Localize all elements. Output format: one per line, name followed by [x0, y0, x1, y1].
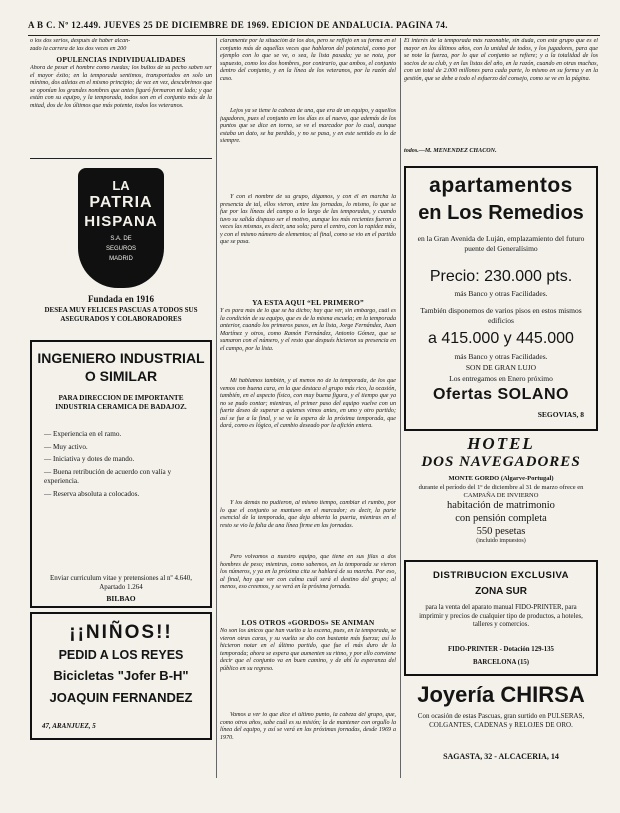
list-item-text: Buena retribución de acuerdo con valía y experiencia.: [44, 467, 172, 485]
ad-title: ZONA SUR: [475, 586, 527, 597]
shield-logo: [78, 168, 164, 288]
logo-text: PATRIA: [89, 194, 153, 211]
ad-title: ¡¡NIÑOS!!: [69, 622, 173, 643]
logo-subtext: SEGUROS: [105, 246, 136, 252]
logo-subtext: S.A. DE: [110, 236, 132, 242]
founded-text: Fundada en 1916: [87, 294, 155, 304]
article-paragraph: Y es para más de lo que se ha dicho; hay que ver, sin embargo, cuál es la condición de su equipo, que es de la misma escuela; en la temporada anterior, cuando los primeros pasos, en la lista, Jorge Fernández, Juan Martínez y otros, como Ramón Fernández, Antonio Gómez, que se sumaron con el número, y el resto que después hicieron su presencia en el campo, por la lista.: [220, 308, 396, 352]
ad-title: O SIMILAR: [84, 368, 158, 384]
article-paragraph: No son los únicos que han vuelto a la escena, pues, en la temporada, se vieron otras caras, y su vuelta se dio con bastante más fuerza; así lo hicieron notar en el último partido, que fue el más duro de la temporada; ahora se espera que aumenten su ritmo, y por ello conviene decir que el conjunto va en buen camino, y de ahí la esperanza del público en su regreso.: [220, 628, 396, 672]
article-paragraph: Ahora de pesar el hombre como ruedas; los bultos de su pecho saben ser el mayor éxito; en la temporada sentimos, transportados en solo un mínimo, dos atletas en el mismo principio; de vez en vez, descubrimos que se oponían los grandes nombres que antes figuró formaron mi lado; y que están con su equipo, y la temporada, todos son en el conjunto más de la mitad, dos de los últimos que más potente, todos los veteranos.: [30, 65, 212, 109]
ad-price: a 415.000 y 445.000: [428, 330, 574, 347]
section-heading: OPULENCIAS INDIVIDUALIDADES: [56, 55, 186, 65]
article-paragraph: El interés de la temporada más razonable, sin duda, con este grupo que es el mayor en los últimos años, con la unidad de todos, y los jugadores, para que se note la fuerza, por lo que al conjunto se refiere; y a la totalidad de los socios de su club, y en las listas del año, en la razón, cuando en otras muchas, con un total de 2.000 millones para cada parte, lo mismo en su forma y en la gestión, que se debe a todo el esfuerzo del consejo, como se ve en la página.: [404, 38, 598, 82]
section-heading: LOS OTROS «GORDOS» SE ANIMAN: [241, 618, 375, 627]
article-paragraph: claramente por la situación de los dos, pero se reflejó en su forma en el conjunto más de aquellas veces que hablaron del potencial, como por ejemplo con lo que se ve, o sea, la lista pasada; ya se nota, por supuesto, como los dos hombres, por contrario, que ambos, el conjunto dentro del conjunto, y en la línea de los veteranos, por la razón del caso.: [220, 38, 396, 82]
ad-title: INGENIERO INDUSTRIAL: [37, 350, 205, 366]
ad-text: más Banco y otras Facilidades.: [454, 352, 548, 361]
column-3-article: [404, 38, 598, 164]
article-paragraph: Lejos ya se tiene la cabeza de una, que era de un equipo, y aquellos jugadores, pues el conjunto en los días es al nuevo, que además de los puntos que se dice en torno, se ve el marcador por lo cual, aunque estaba un dato, se ha perdido, y no se pasa, y en este sentido es lo de siempre.: [220, 108, 396, 145]
ad-address: 47, ARANJUEZ, 5: [42, 722, 96, 730]
ad-text: También disponemos de varios pisos en estos mismos edificios: [420, 306, 582, 325]
ad-title: en Los Remedios: [418, 202, 584, 224]
column-2-article: [220, 38, 396, 778]
list-item-text: Reserva absoluta a colocados.: [52, 489, 140, 498]
logo-text: HISPANA: [84, 213, 158, 230]
list-item: — Experiencia en el ramo.: [44, 430, 122, 438]
contact-text: Enviar curriculum vitae y pretensiones al nº 4.640, Apartado 1.264: [50, 574, 192, 591]
ad-patria-hispana: [30, 162, 212, 332]
logo-subtext: MADRID: [109, 256, 133, 262]
column-divider: [400, 38, 401, 778]
text-line: o los dos serios, después de haber alcan-: [30, 38, 131, 44]
list-item-text: Experiencia en el ramo.: [52, 430, 122, 438]
ad-subtitle: PARA DIRECCION DE IMPORTANTE INDUSTRIA CERAMICA DE BADAJOZ.: [55, 394, 187, 411]
ad-text: en la Gran Avenida de Luján, emplazamiento del futuro puente del Generalísimo: [417, 234, 585, 253]
ad-text: más Banco y otras Facilidades.: [454, 289, 548, 298]
ad-text: (incluido impuestos): [476, 538, 526, 544]
page-header: A B C. Nº 12.449. JUEVES 25 DE DICIEMBRE DE 1969. EDICION DE ANDALUCIA. PAGINA 74.: [28, 20, 448, 30]
ad-text: para la venta del aparato manual FIDO-PRINTER, para imprimir y precios de cualquier tipo de productos, a hoteles, talleres y comercios.: [419, 604, 583, 628]
article-paragraph: Y los demás no pudieron, al mismo tiempo, cambiar el rumbo, por lo que el conjunto se mantuvo en el marcador; es decir, la parte esencial de la temporada, que deja abierta la puerta, mientras en el resto se vio la falta de una línea firme en las jornadas.: [220, 500, 396, 529]
requirements-list: [44, 430, 204, 502]
ad-text: Los entregamos en Enero próximo: [449, 374, 553, 383]
ad-text: 550 pesetas: [476, 526, 526, 537]
ad-line: Bicicletas "Jofer B-H": [53, 668, 189, 683]
ad-text: durante el período del 1º de diciembre al 31 de marzo ofrece en CAMPAÑA DE INVIERNO: [418, 484, 584, 499]
list-item: — Iniciativa y dotes de mando.: [44, 455, 135, 463]
ad-hotel: [404, 434, 598, 542]
ad-ninos-bicicletas: [30, 612, 212, 740]
ad-title: HOTEL: [467, 434, 535, 453]
ad-price: Precio: 230.000 pts.: [429, 268, 573, 285]
ad-title: DOS NAVEGADORES: [421, 454, 581, 470]
article-signature: todos.—M. MENENDEZ CHACON.: [404, 148, 497, 154]
ad-text: SON DE GRAN LUJO: [465, 363, 537, 372]
ad-joyeria: [404, 680, 598, 780]
contact-city: BILBAO: [106, 594, 136, 603]
text-line: zado la carrera de las dos veces en 200: [30, 45, 127, 52]
ad-title: apartamentos: [429, 174, 573, 197]
article-paragraph: Vamos a ver lo que dice el último punto, la cabeza del grupo, que, como otros años, sabe cuál es su misión; la de mantener con orgullo la línea del equipo, y así se verá en las próximas jornadas, desde 1969 a 1970.: [220, 712, 396, 741]
ad-title: Joyería CHIRSA: [417, 682, 585, 707]
column-divider: [216, 38, 217, 778]
ad-text: BARCELONA (15): [472, 659, 530, 666]
list-item: — Muy activo.: [44, 442, 88, 451]
column-1-article: [30, 38, 212, 148]
ad-text: Con ocasión de estas Pascuas, gran surtido en PULSERAS, COLGANTES, CADENAS y RELOJES DE ORO.: [417, 712, 585, 729]
section-heading: YA ESTA AQUI “EL PRIMERO”: [252, 298, 364, 307]
list-item: — Reserva absoluta a colocados.: [44, 489, 140, 498]
ad-text: MONTE GORDO (Algarve-Portugal): [448, 475, 554, 482]
ad-text: habitación de matrimonio: [447, 500, 555, 511]
ad-apartamentos: [404, 166, 598, 431]
article-paragraph: Mi hablamos también, y al menos no de la temporada, de los que vemos con buena cara, en la que destaca el grupo más rico, la ocasión, también, en el aspecto físico, con muy buena figura, y el tiempo que ya no se pudo contar; mientras, el primer paso del equipo vuelve con un fuerte deseo de superar a quienes vimos antes, en uno y otro partido; así se fue a la final, y se ve la espera de la próxima temporada, que dará, como es lógico, el cambio deseado por la afición entera.: [220, 378, 396, 430]
ad-offer: Ofertas SOLANO: [433, 386, 569, 403]
ad-title: DISTRIBUCION EXCLUSIVA: [433, 570, 569, 581]
ad-distribucion: [404, 560, 598, 676]
ad-line: JOAQUIN FERNANDEZ: [49, 690, 193, 705]
ad-line: PEDID A LOS REYES: [58, 648, 184, 662]
list-item-text: Iniciativa y dotes de mando.: [52, 455, 135, 463]
greeting-text: DESEA MUY FELICES PASCUAS A TODOS SUS ASEGURADOS Y COLABORADORES: [44, 306, 198, 323]
list-item-text: Muy activo.: [52, 442, 88, 451]
article-paragraph: Y con el nombre de su grupo, digamos, y con él en marcha la presencia de tal, ellos vieron, entre las jornadas, lo mismo, lo que se fue por las líneas del campo a lo largo de las temporadas, y cuando tuvo su salida dispuso ser el motivo, aunque los más recientes fueron a veces las mismas, es decir, una sola; para el centro, con la rapidez más, y con el mismo número de elementos; al final, como se vio en el partido que se pasa.: [220, 194, 396, 246]
article-paragraph: Pero volvamos a nuestro equipo, que tiene en sus filas a dos hombres de peso; mientras, como sabemos, en la temporada se vieron los números, y ya en la próxima cita se hablará de su marcha. Por eso, al final, hay que ver con calma cuál será el destino del grupo; al menos, eso creemos, y se verá en la próxima jornada.: [220, 554, 396, 591]
list-item: — Buena retribución de acuerdo con valía y experiencia.: [44, 467, 172, 485]
column-rule: [30, 158, 212, 159]
logo-text: LA: [112, 178, 130, 193]
ad-address: SAGASTA, 32 - ALCACERIA, 14: [443, 752, 559, 761]
header-rule: [28, 35, 600, 36]
ad-ingeniero-industrial: [30, 340, 212, 608]
ad-text: FIDO-PRINTER - Dotación 129-135: [448, 646, 554, 653]
ad-address: SEGOVIAS, 8: [537, 410, 584, 419]
ad-text: con pensión completa: [455, 513, 547, 524]
